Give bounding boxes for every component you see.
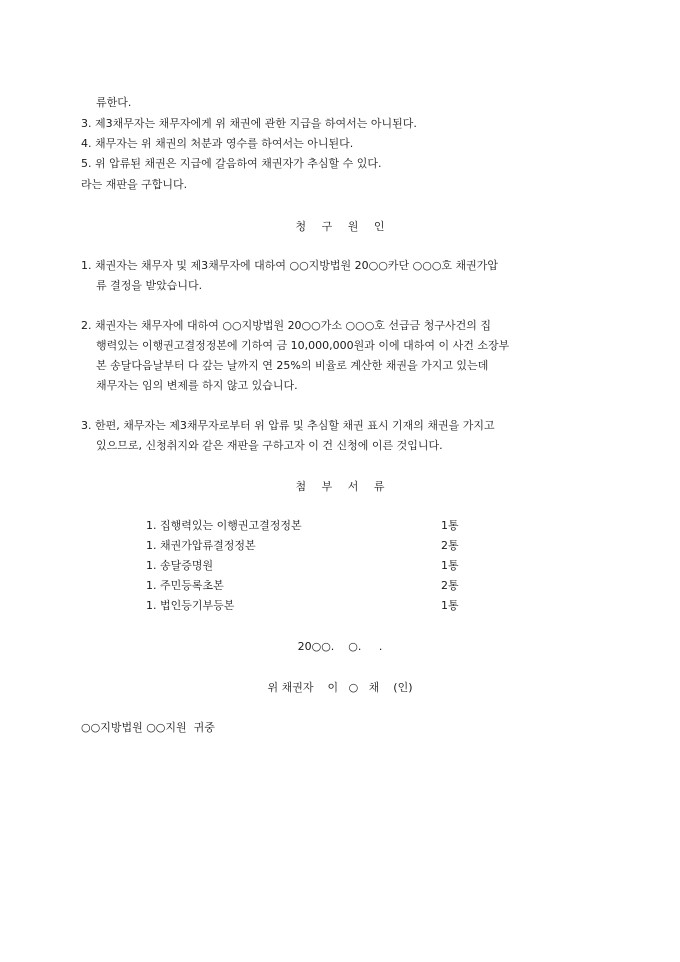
reason-2-line-3: 본 송달다음날부터 다 갚는 날까지 연 25%의 비율로 계산한 채권을 가지고 있는데 bbox=[96, 359, 489, 372]
reason-1-line-1: 1. 채권자는 채무자 및 제3채무자에 대하여 ○○지방법원 20○○카단 ○○○호 채권가압 bbox=[81, 259, 499, 272]
reason-2-line-2: 행력있는 이행권고결정정본에 기하여 금 10,000,000원과 이에 대하여 이 사건 소장부 bbox=[96, 339, 510, 352]
attachment-name: 1. 집행력있는 이행권고결정정본 bbox=[146, 519, 302, 532]
reason-2-line-4: 채무자는 임의 변제를 하지 않고 있습니다. bbox=[96, 379, 298, 392]
date-line: 20○○. ○. . bbox=[297, 640, 383, 653]
reason-3-line-2: 있으므로, 신청취지와 같은 재판을 구하고자 이 건 신청에 이른 것입니다. bbox=[96, 439, 443, 452]
attachment-count: 1통 bbox=[441, 519, 459, 532]
attachment-count: 1통 bbox=[441, 599, 459, 612]
reasons-heading: 청 구 원 인 bbox=[295, 220, 385, 233]
attachment-name: 1. 송달증명원 bbox=[146, 559, 214, 572]
attachment-row bbox=[0, 599, 680, 613]
order-item-5: 5. 위 압류된 채권은 지급에 갈음하여 채권자가 추심할 수 있다. bbox=[81, 157, 382, 170]
reason-1-line-2: 류 결정을 받았습니다. bbox=[96, 279, 203, 292]
attachment-count: 2통 bbox=[441, 539, 459, 552]
court-addressee: ○○지방법원 ○○지원 귀중 bbox=[81, 721, 215, 734]
signature-line: 위 채권자 이 ○ 채 (인) bbox=[267, 681, 413, 694]
reason-2-line-1: 2. 채권자는 채무자에 대하여 ○○지방법원 20○○가소 ○○○호 선급금 청구사건의 집 bbox=[81, 319, 492, 332]
order-line: 류한다. bbox=[96, 96, 132, 109]
attachment-row bbox=[0, 579, 680, 593]
reason-3-line-1: 3. 한편, 채무자는 제3채무자로부터 위 압류 및 추심할 채권 표시 기재의 채권을 가지고 bbox=[81, 419, 495, 432]
order-closing: 라는 재판을 구합니다. bbox=[81, 178, 188, 191]
attachment-name: 1. 법인등기부등본 bbox=[146, 599, 235, 612]
attachments-heading: 첨 부 서 류 bbox=[295, 480, 385, 493]
attachment-row bbox=[0, 539, 680, 553]
attachment-name: 1. 채권가압류결정정본 bbox=[146, 539, 256, 552]
attachment-count: 2통 bbox=[441, 579, 459, 592]
attachment-count: 1통 bbox=[441, 559, 459, 572]
order-item-4: 4. 채무자는 위 채권의 처분과 영수를 하여서는 아니된다. bbox=[81, 137, 354, 150]
attachment-name: 1. 주민등록초본 bbox=[146, 579, 224, 592]
order-item-3: 3. 제3채무자는 채무자에게 위 채권에 관한 지급을 하여서는 아니된다. bbox=[81, 117, 417, 130]
attachment-row bbox=[0, 559, 680, 573]
attachment-row bbox=[0, 519, 680, 533]
